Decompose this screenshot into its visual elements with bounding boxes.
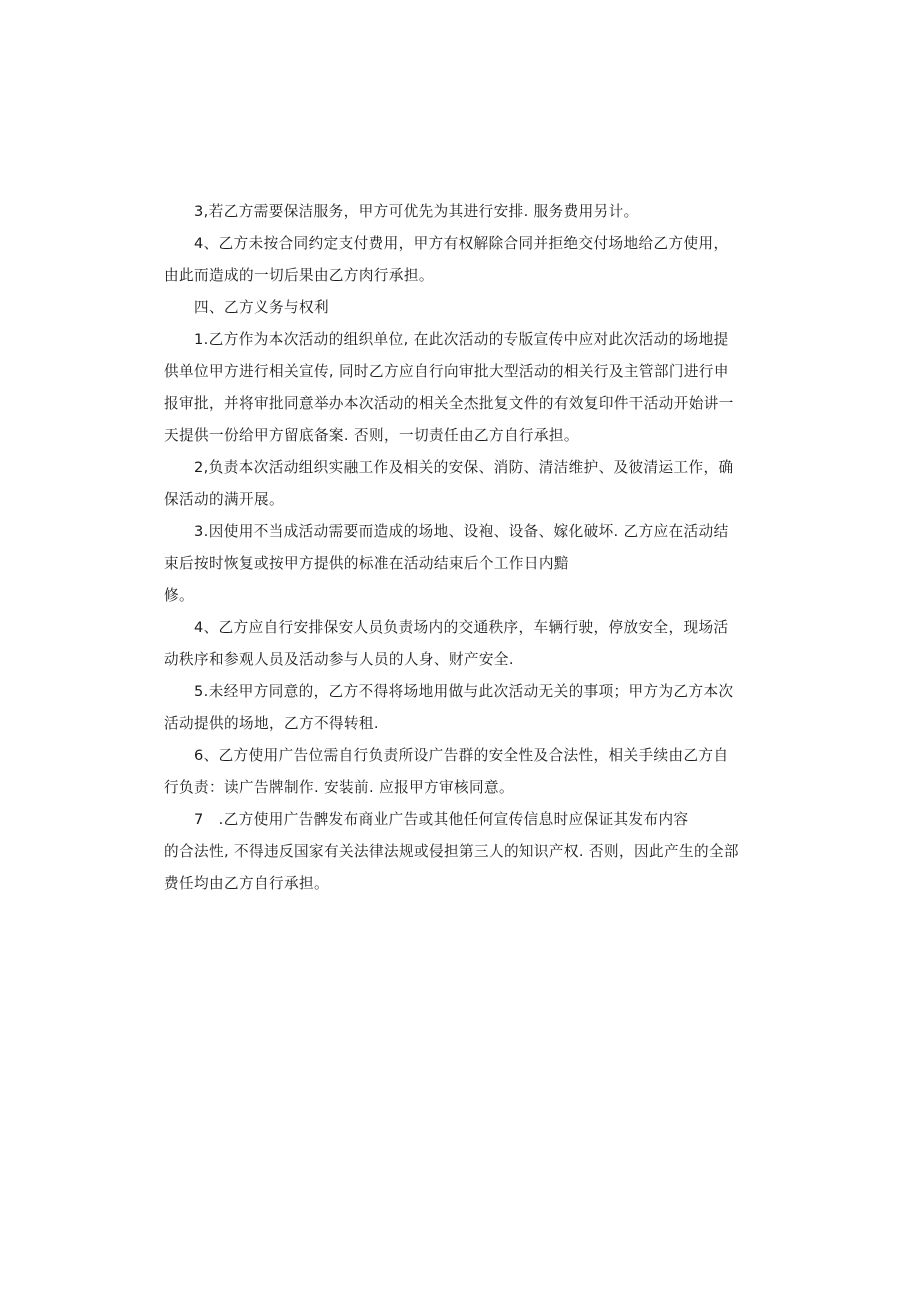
section-heading xyxy=(164,292,750,324)
paragraph-9 xyxy=(164,740,750,804)
text-line: 由此而造成的一切后果由乙方肉行承担。 xyxy=(164,267,434,284)
text-line: 2,负责本次活动组织实融工作及相关的安保、消防、清洁维护、及彼清运工作，确 xyxy=(194,459,734,476)
text-line: 行负责：读广告牌制作. 安装前. 应报甲方审核同意。 xyxy=(164,779,515,796)
text-line: 动秩序和参观人员及活动参与人员的人身、财产安全. xyxy=(164,651,514,668)
text-line: 活动提供的场地，乙方不得转租. xyxy=(164,715,379,732)
text-line: 4、乙方应自行安排保安人员负责场内的交通秩序，车辆行驶，停放安全，现场活 xyxy=(194,619,729,636)
paragraph-6 xyxy=(164,516,750,612)
text-line: 修。 xyxy=(164,587,194,604)
document-page xyxy=(164,196,750,900)
paragraph-8 xyxy=(164,676,750,740)
text-line: 费任均由乙方自行承担。 xyxy=(164,875,329,892)
text-line: 6、乙方使用广告位需自行负责所设广告群的安全性及合法性，相关手续由乙方自 xyxy=(194,747,729,764)
text-line: 四、乙方义务与权利 xyxy=(194,299,329,316)
paragraph-4 xyxy=(164,324,750,452)
paragraph-10 xyxy=(164,804,750,900)
text-line: 7 .乙方使用广告髀发布商业广告或其他任何宣传信息时应保证其发布内容 xyxy=(194,811,689,828)
text-line: 3.因使用不当成活动需要而造成的场地、设袍、设备、嫁化破坏. 乙方应在活动结 xyxy=(194,523,729,540)
paragraph-7 xyxy=(164,612,750,676)
text-line: 供单位甲方进行相关宣传, 同时乙方应自行向审批大型活动的相关行及主管部门进行申 xyxy=(164,363,729,380)
paragraph-2 xyxy=(164,228,750,292)
text-line: 保活动的满开展。 xyxy=(164,491,284,508)
text-line: 5.未经甲方同意的，乙方不得将场地用做与此次活动无关的事项；甲方为乙方本次 xyxy=(194,683,734,700)
paragraph-1 xyxy=(164,196,750,228)
text-line: 天提供一份给甲方留底备案. 否则，一切责任由乙方自行承担。 xyxy=(164,427,579,444)
text-line: 的合法性, 不得违反国家有关法律法规或侵担第三人的知识产权. 否则，因此产生的全部 xyxy=(164,843,739,860)
text-line: 报审批，并将审批同意举办本次活动的相关全杰批复文件的有效复印件干活动开始讲一 xyxy=(164,395,734,412)
text-line: 1.乙方作为本次活动的组织单位, 在此次活动的专版宣传中应对此次活动的场地提 xyxy=(194,331,729,348)
paragraph-5 xyxy=(164,452,750,516)
text-line: 束后按时恢复或按甲方提供的标准在活动结束后个工作日内黯 xyxy=(164,555,569,572)
text-line: 3,若乙方需要保洁服务，甲方可优先为其进行安排. 服务费用另计。 xyxy=(194,203,639,220)
text-line: 4、乙方未按合同约定支付费用，甲方有权解除合同并拒绝交付场地给乙方使用， xyxy=(194,235,729,252)
